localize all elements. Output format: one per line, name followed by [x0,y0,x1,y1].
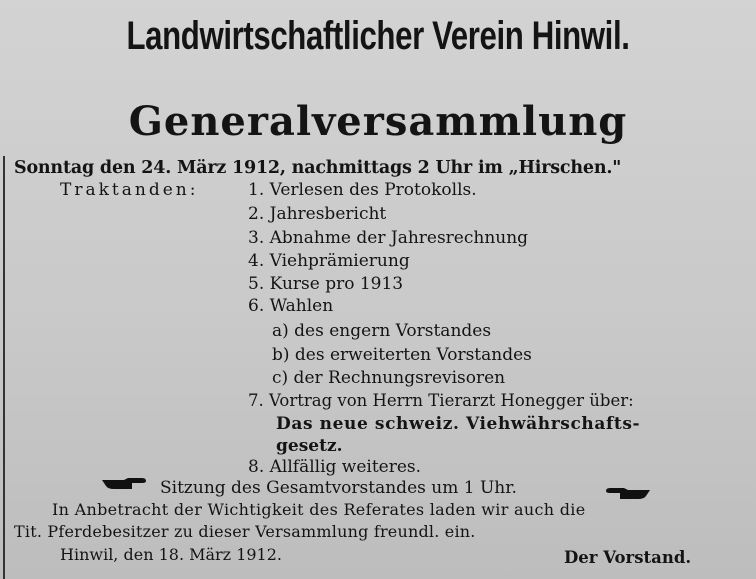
talk-title: Das neue schweiz. Viehwährschafts- [276,414,641,434]
agenda-item: 1. Verlesen des Protokolls. [248,180,477,200]
column-rule [3,156,5,579]
place-date: Hinwil, den 18. März 1912. [60,545,282,564]
board-meeting-line: Sitzung des Gesamtvorstandes um 1 Uhr. [160,478,517,498]
agenda-label: Traktanden: [60,180,199,200]
pointing-hand-left-icon [604,486,652,502]
agenda-subitem: b) des erweiterten Vorstandes [272,345,532,365]
invitation-text: Tit. Pferdebesitzer zu dieser Versammlung freundl. ein. [14,522,476,541]
invitation-text: In Anbetracht der Wichtigkeit des Referates laden wir auch die [52,500,586,519]
agenda-item: 6. Wahlen [248,296,334,316]
agenda-item: 4. Viehprämierung [248,251,410,271]
event-title: Generalversammlung [128,98,628,145]
agenda-item: 3. Abnahme der Jahresrechnung [248,228,529,248]
agenda-item: 8. Allfällig weiteres. [248,457,422,477]
agenda-item: 5. Kurse pro 1913 [248,274,404,294]
agenda-subitem: a) des engern Vorstandes [272,321,492,341]
agenda-item: 2. Jahresbericht [248,204,387,224]
agenda-item: 7. Vortrag von Herrn Tierarzt Honegger über: [248,391,634,410]
pointing-hand-right-icon [100,476,148,492]
signature: Der Vorstand. [564,548,692,567]
organization-title: Landwirtschaftlicher Verein Hinwil. [126,14,630,58]
talk-title: gesetz. [276,436,343,456]
date-line: Sonntag den 24. März 1912, nachmittags 2 Uhr im „Hirschen." [14,158,622,178]
agenda-subitem: c) der Rechnungsrevisoren [272,368,506,388]
